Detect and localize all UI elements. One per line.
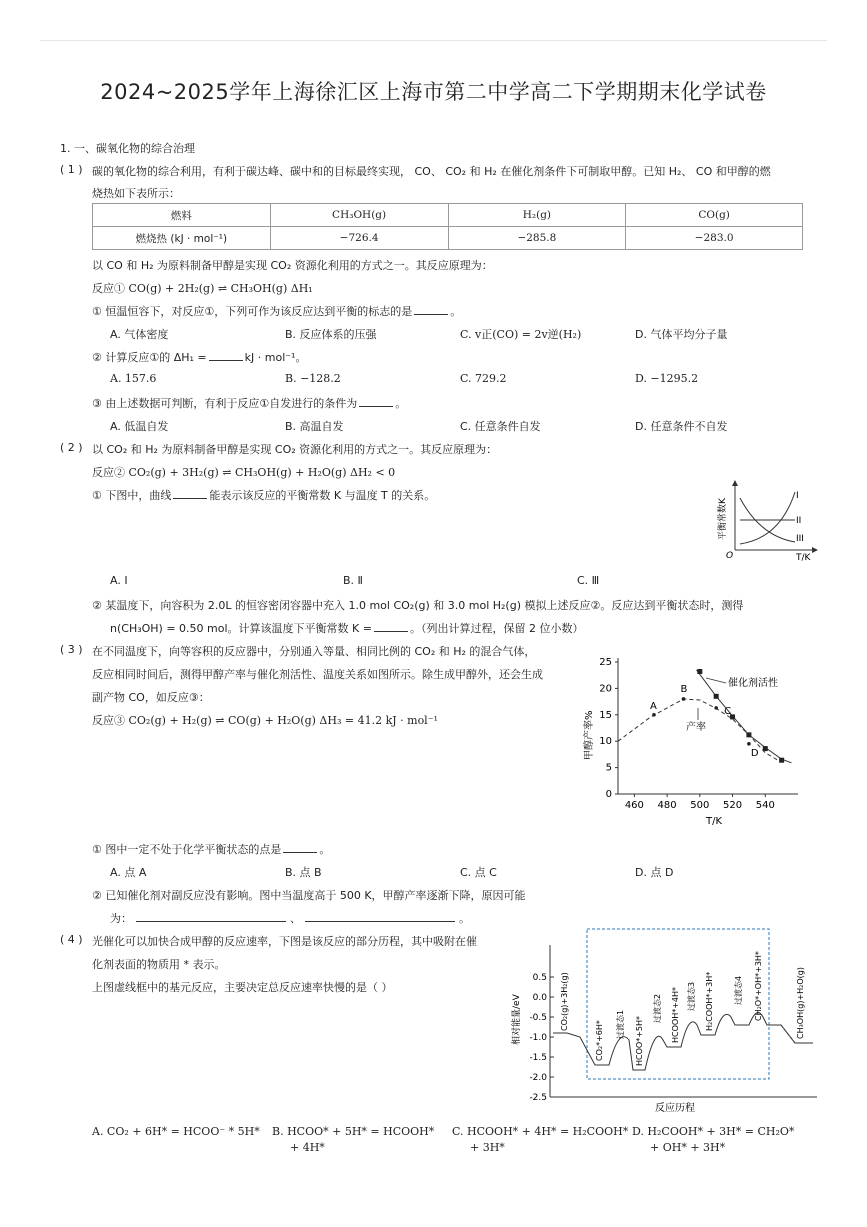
table-header: CO(g) (626, 204, 803, 227)
q2-sub2-text: n(CH₃OH) = 0.50 mol。计算该温度下平衡常数 K = (110, 622, 372, 635)
q1-intro: 以 CO 和 H₂ 为原料制备甲醇是实现 CO₂ 资源化利用的方式之一。其反应原理为： (92, 259, 493, 272)
option-d-cont: + OH* + 3H* (650, 1141, 726, 1154)
y-tick-label: 0 (605, 789, 612, 800)
y-tick-label: 0.0 (532, 993, 547, 1003)
option-b[interactable]: B. 高温自发 (285, 420, 344, 433)
yield-label: 产率 (686, 722, 706, 733)
option-b[interactable]: B. HCOO* + 5H* = HCOOH* (272, 1125, 435, 1138)
state-label: 过渡态2 (653, 993, 662, 1023)
option-b[interactable]: B. 点 B (285, 866, 322, 879)
table-header: 燃料 (93, 204, 271, 227)
y-tick-label: -2.0 (529, 1073, 547, 1083)
x-tick-label: 520 (722, 800, 743, 811)
option-c[interactable]: C. v正(CO) = 2v逆(H₂) (460, 328, 582, 341)
point-label: C (724, 705, 732, 717)
curve-label: III (796, 534, 804, 544)
answer-blank[interactable] (136, 911, 286, 922)
answer-blank[interactable] (374, 621, 408, 632)
q1-number: ( 1 ) (60, 163, 83, 176)
reaction-energy-diagram (505, 925, 825, 1117)
q3-sub1-text: ① 图中一定不处于化学平衡状态的点是 (92, 843, 282, 856)
x-tick-label: 480 (657, 800, 677, 811)
option-c-cont: + 3H* (470, 1141, 505, 1154)
q2-sub1 (92, 487, 435, 503)
q1-text-line2: 烧热如下表所示： (92, 187, 180, 200)
state-label: CO₂(g)+3H₂(g) (560, 972, 569, 1031)
state-label: 过渡态1 (616, 1009, 625, 1039)
x-axis-label: T/K (796, 553, 811, 563)
option-a[interactable]: A. 157.6 (110, 372, 157, 385)
option-d[interactable]: D. 任意条件不自发 (635, 420, 728, 433)
y-axis-label: 甲醇产率% (584, 710, 595, 760)
y-tick-label: 0.5 (532, 973, 547, 983)
q3-line2: 反应相同时间后，测得甲醇产率与催化剂活性、温度关系如图所示。除生成甲醇外，还会生成 (92, 668, 543, 681)
y-tick-label: 5 (605, 762, 612, 774)
q3-sub2-text: 为： (110, 912, 132, 925)
x-axis-label: 反应历程 (655, 1103, 695, 1114)
state-label: 过渡态4 (734, 975, 743, 1005)
option-a[interactable]: A. CO₂ + 6H* = HCOO⁻ * 5H* (92, 1125, 260, 1138)
state-label: CH₂O*+OH*+3H* (754, 951, 763, 1021)
q1-text-line1: 碳的氧化物的综合利用，有利于碳达峰、碳中和的目标最终实现， CO、 CO₂ 和 H₂ 在催化剂条件下可制取甲醇。已知 H₂、 CO 和甲醇的燃 (92, 165, 771, 178)
y-tick-label: -2.5 (529, 1093, 547, 1103)
q1-sub2 (92, 349, 306, 365)
option-d[interactable]: D. H₂COOH* + 3H* = CH₂O* (632, 1125, 795, 1138)
state-label: H₂COOH*+3H* (705, 971, 714, 1031)
activity-marker (746, 732, 751, 737)
answer-blank[interactable] (173, 488, 207, 499)
y-axis-label: 平衡常数K (718, 498, 728, 540)
q4-line2: 化剂表面的物质用 * 表示。 (92, 958, 226, 971)
q4-line1: 光催化可以加快合成甲醇的反应速率，下图是该反应的部分历程，其中吸附在催 (92, 935, 477, 948)
activity-marker (763, 746, 768, 751)
answer-blank[interactable] (305, 911, 455, 922)
option-a[interactable]: A. 气体密度 (110, 328, 169, 341)
option-c[interactable]: C. HCOOH* + 4H* = H₂COOH* (452, 1125, 629, 1138)
period: 。 (459, 912, 470, 925)
table-row (93, 227, 803, 250)
option-c[interactable]: C. 点 C (460, 866, 497, 879)
y-axis-label: 相对能量/eV (512, 994, 522, 1045)
option-b-cont: + 4H* (290, 1141, 325, 1154)
y-tick-label: -0.5 (529, 1013, 547, 1023)
answer-blank[interactable] (283, 842, 317, 853)
answer-blank[interactable] (209, 350, 243, 361)
option-b[interactable]: B. −128.2 (285, 372, 341, 385)
option-c[interactable]: C. 729.2 (460, 372, 507, 385)
y-tick-label: 20 (599, 683, 612, 695)
q1-sub1-text: ① 恒温恒容下，对反应①，下列可作为该反应达到平衡的标志的是 (92, 305, 413, 318)
separator: 、 (290, 912, 301, 925)
x-tick-label: 540 (755, 800, 775, 811)
q3-sub1: ① 图中一定不处于化学平衡状态的点是 。 (92, 843, 331, 856)
point-label: A (650, 700, 657, 712)
table-cell: −285.8 (448, 227, 626, 250)
q1-sub3: ③ 由上述数据可判断，有利于反应①自发进行的条件为 。 (92, 397, 407, 410)
q3-line3: 副产物 CO，如反应③： (92, 691, 210, 704)
origin-label: O (726, 551, 734, 561)
reaction-2: 反应② CO₂(g) + 3H₂(g) ⇌ CH₃OH(g) + H₂O(g) ΔH₂ < 0 (92, 466, 396, 479)
y-tick-label: -1.5 (529, 1053, 547, 1063)
answer-blank[interactable] (414, 304, 448, 315)
option-a[interactable]: A. 低温自发 (110, 420, 169, 433)
q2-intro: 以 CO₂ 和 H₂ 为原料制备甲醇是实现 CO₂ 资源化利用的方式之一。其反应原理为： (92, 443, 498, 456)
state-label: CO₂*+6H* (595, 1020, 604, 1061)
q3-sub2-line1: ② 已知催化剂对副反应没有影响。图中当温度高于 500 K，甲醇产率逐渐下降，原因可能 (92, 889, 526, 902)
point-a (652, 713, 656, 717)
option-b[interactable]: B. 反应体系的压强 (285, 328, 377, 341)
section-heading: 1. 一、碳氧化物的综合治理 (60, 142, 195, 155)
state-label: HCOO*+5H* (635, 1015, 644, 1066)
curve-label: I (796, 491, 799, 501)
q2-sub2-line2 (110, 620, 583, 636)
page-title: 2024~2025学年上海徐汇区上海市第二中学高二下学期期末化学试卷 (100, 80, 767, 104)
curve-i (740, 492, 795, 544)
activity-marker (779, 758, 784, 763)
q1-sub1: ① 恒温恒容下，对反应①，下列可作为该反应达到平衡的标志的是 。 (92, 305, 462, 318)
q2-sub2-text2: 。（列出计算过程，保留 2 位小数） (409, 622, 584, 635)
y-tick-label: 15 (599, 709, 612, 721)
y-tick-label: 25 (599, 657, 612, 668)
y-tick-label: 10 (599, 736, 612, 748)
point-label: B (680, 683, 688, 695)
table-cell: −283.0 (626, 227, 803, 250)
point-d (747, 742, 751, 746)
table-header: H₂(g) (448, 204, 626, 227)
q3-number: ( 3 ) (60, 643, 83, 656)
energy-path (553, 1013, 813, 1071)
k-vs-t-graph (710, 478, 820, 564)
state-label: CH₃OH(g)+H₂O(g) (796, 967, 805, 1039)
q2-number: ( 2 ) (60, 441, 83, 454)
option-d[interactable]: D. −1295.2 (635, 372, 699, 385)
q2-sub2-line1: ② 某温度下，向容积为 2.0L 的恒容密闭容器中充入 1.0 mol CO₂(g) 和 3.0 mol H₂(g) 模拟上述反应②。反应达到平衡状态时，测得 (92, 599, 744, 612)
q1-sub2-unit: kJ · mol⁻¹。 (244, 351, 307, 364)
q2-sub1-text2: 能表示该反应的平衡常数 K 与温度 T 的关系。 (209, 489, 436, 502)
q2-sub1-text: ① 下图中，曲线 (92, 489, 172, 502)
q1-sub2-text: ② 计算反应①的 ΔH₁ = (92, 351, 207, 364)
state-label: 过渡态3 (687, 981, 696, 1011)
combustion-heat-table (92, 203, 803, 250)
q3-sub2-line2 (110, 910, 470, 926)
option-d[interactable]: D. 气体平均分子量 (635, 328, 728, 341)
table-row (93, 204, 803, 227)
option-a[interactable]: A. 点 A (110, 866, 147, 879)
option-c[interactable]: C. 任意条件自发 (460, 420, 541, 433)
q4-number: ( 4 ) (60, 933, 83, 946)
state-label: HCOOH*+4H* (671, 986, 680, 1043)
curve-label: II (796, 516, 802, 526)
option-c[interactable]: C. Ⅲ (577, 574, 600, 587)
y-tick-label: -1.0 (529, 1033, 547, 1043)
table-cell: −726.4 (270, 227, 448, 250)
q1-sub3-text: ③ 由上述数据可判断，有利于反应①自发进行的条件为 (92, 397, 358, 410)
option-a[interactable]: A. Ⅰ (110, 574, 128, 587)
methanol-yield-chart (578, 648, 808, 830)
x-tick-label: 460 (624, 800, 644, 811)
option-b[interactable]: B. Ⅱ (343, 574, 363, 587)
point-c (714, 706, 718, 710)
option-d[interactable]: D. 点 D (635, 866, 674, 879)
activity-marker (697, 669, 702, 674)
table-header: CH₃OH(g) (270, 204, 448, 227)
q4-line3: 上图虚线框中的基元反应，主要决定总反应速率快慢的是（ ） (92, 981, 393, 994)
x-tick-label: 500 (690, 800, 710, 811)
activity-pointer (706, 678, 726, 683)
activity-marker (714, 694, 719, 699)
table-cell: 燃烧热 (kJ · mol⁻¹) (93, 227, 271, 250)
point-b (682, 697, 686, 701)
x-axis-label: T/K (706, 816, 723, 827)
answer-blank[interactable] (359, 396, 393, 407)
reaction-3: 反应③ CO₂(g) + H₂(g) ⇌ CO(g) + H₂O(g) ΔH₃ = 41.2 kJ · mol⁻¹ (92, 714, 438, 727)
activity-label: 催化剂活性 (728, 678, 778, 689)
top-divider (40, 40, 827, 41)
q3-line1: 在不同温度下，向等容积的反应器中，分别通入等量、相同比例的 CO₂ 和 H₂ 的混合气体， (92, 645, 536, 658)
reaction-1: 反应① CO(g) + 2H₂(g) ⇌ CH₃OH(g) ΔH₁ (92, 282, 313, 295)
point-label: D (750, 747, 759, 759)
